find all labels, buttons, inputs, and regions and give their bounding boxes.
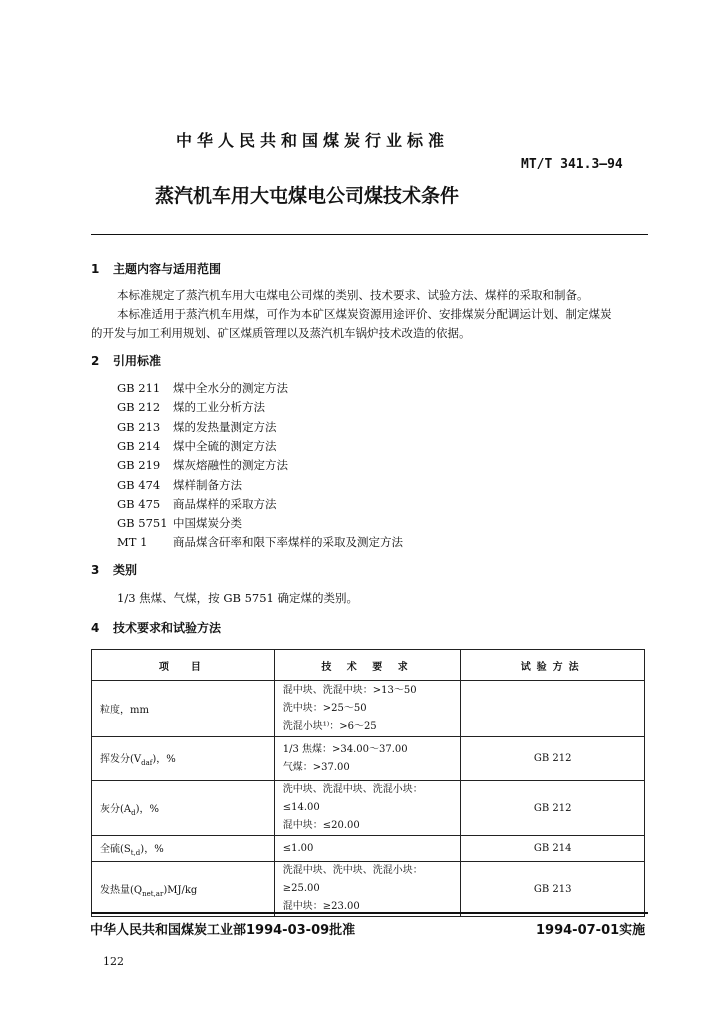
table-row <box>92 862 645 917</box>
reference-title: 煤中全水分的测定方法 <box>173 381 288 395</box>
requirement-line: 洗混中块、洗中块、洗混小块：≥25.00 <box>282 865 423 894</box>
section-1-paragraph-2-line-1: 本标准适用于蒸汽机车用煤，可作为本矿区煤炭资源用途评价、安排煤炭分配调运计划、制定煤炭 <box>117 307 612 321</box>
row-requirement <box>274 681 461 737</box>
col-header-requirement: 技 术 要 求 <box>274 650 461 681</box>
reference-item <box>117 534 403 550</box>
reference-item <box>117 419 277 435</box>
reference-item <box>117 496 277 512</box>
row-item-size: 粒度，mm <box>92 681 275 737</box>
requirement-line: 混中块、洗混中块：>13～50 <box>282 684 417 696</box>
row-requirement <box>274 781 461 836</box>
reference-title: 煤样制备方法 <box>173 477 242 492</box>
section-4-number: 4 <box>91 621 100 635</box>
table-row <box>92 781 645 836</box>
table-row <box>92 737 645 781</box>
reference-title: 商品煤含矸率和限下率煤样的采取及测定方法 <box>173 535 403 550</box>
reference-item <box>117 399 265 415</box>
row-test-method: GB 214 <box>461 836 645 862</box>
reference-item <box>117 457 288 473</box>
reference-item <box>117 477 242 493</box>
section-1-number: 1 <box>91 262 100 276</box>
col-header-test-method: 试验方法 <box>461 650 645 681</box>
reference-code: GB 219 <box>117 458 161 473</box>
section-4-title: 技术要求和试验方法 <box>113 621 222 635</box>
spec-table-header-row <box>92 650 645 681</box>
section-1-heading <box>91 260 221 277</box>
reference-title: 煤的发热量测定方法 <box>173 419 277 434</box>
requirement-line: 气煤：>37.00 <box>282 761 350 773</box>
footer-rule <box>91 912 648 914</box>
row-test-method: GB 212 <box>461 737 645 781</box>
section-2-title: 引用标准 <box>113 354 162 368</box>
reference-code: GB 212 <box>117 400 161 415</box>
row-requirement <box>274 862 461 917</box>
section-3-heading <box>91 561 137 578</box>
row-test-method: GB 213 <box>461 862 645 917</box>
col-header-item: 项 目 <box>92 650 275 681</box>
reference-code: GB 474 <box>117 477 161 492</box>
section-1-title: 主题内容与适用范围 <box>113 262 222 276</box>
section-3-number: 3 <box>91 563 100 577</box>
reference-title: 中国煤炭分类 <box>173 516 242 531</box>
reference-code: GB 213 <box>117 419 161 434</box>
reference-title: 商品煤样的采取方法 <box>173 496 277 511</box>
row-test-method <box>461 681 645 737</box>
reference-title: 煤的工业分析方法 <box>173 400 265 415</box>
reference-item <box>117 515 242 531</box>
row-item-calorific: 发热量$(Q_{net,ar})MJ/kg$ <box>92 862 275 917</box>
requirement-line: 1/3 焦煤：>34.00～37.00 <box>282 743 408 755</box>
document-title: 蒸汽机车用大屯煤电公司煤技术条件 <box>155 185 460 207</box>
section-3-text: 1/3 焦煤、气煤，按 GB 5751 确定煤的类别。 <box>117 591 359 605</box>
page-number: 122 <box>103 955 124 968</box>
reference-code: GB 211 <box>117 381 161 395</box>
reference-item <box>117 380 288 396</box>
row-requirement <box>274 836 461 862</box>
section-1-paragraph-1: 本标准规定了蒸汽机车用大屯煤电公司煤的类别、技术要求、试验方法、煤样的采取和制备。 <box>117 288 589 302</box>
requirement-line: 混中块：≥23.00 <box>282 901 360 912</box>
header-rule <box>91 234 648 235</box>
requirement-line: 洗中块、洗混中块、洗混小块：≤14.00 <box>282 784 423 813</box>
org-title: 中华人民共和国煤炭行业标准 <box>176 131 450 150</box>
reference-title: 煤中全硫的测定方法 <box>173 438 277 453</box>
requirement-line: ≤1.00 <box>282 842 314 854</box>
table-row <box>92 681 645 737</box>
standard-code: MT/T 341.3—94 <box>521 157 623 172</box>
reference-code: GB 5751 <box>117 516 168 531</box>
reference-code: GB 214 <box>117 438 161 453</box>
reference-item <box>117 438 277 454</box>
section-3-title: 类别 <box>113 563 138 577</box>
row-requirement <box>274 737 461 781</box>
section-4-heading <box>91 619 221 636</box>
effective-date: 1994-07-01实施 <box>536 923 646 938</box>
section-2-heading <box>91 352 161 369</box>
row-item-ash: 灰分$(A_d)$，% <box>92 781 275 836</box>
requirement-line: 洗中块：>25～50 <box>282 702 367 714</box>
row-item-volatile: 挥发分$(V_{daf})$，% <box>92 737 275 781</box>
table-row <box>92 836 645 862</box>
approval-line: 中华人民共和国煤炭工业部1994-03-09批准 <box>90 923 356 938</box>
reference-title: 煤灰熔融性的测定方法 <box>173 458 288 473</box>
section-2-number: 2 <box>91 354 100 368</box>
reference-code: GB 475 <box>117 496 161 511</box>
requirement-line: 混中块：≤20.00 <box>282 820 360 831</box>
row-item-sulfur: 全硫$(S_{t,d})$，% <box>92 836 275 862</box>
section-1-paragraph-2-line-2: 的开发与加工利用规划、矿区煤质管理以及蒸汽机车锅炉技术改造的依据。 <box>91 326 471 340</box>
reference-code: MT 1 <box>117 535 148 550</box>
requirement-line: 洗混小块¹⁾：>6～25 <box>282 720 377 732</box>
row-test-method: GB 212 <box>461 781 645 836</box>
spec-table <box>91 649 645 917</box>
